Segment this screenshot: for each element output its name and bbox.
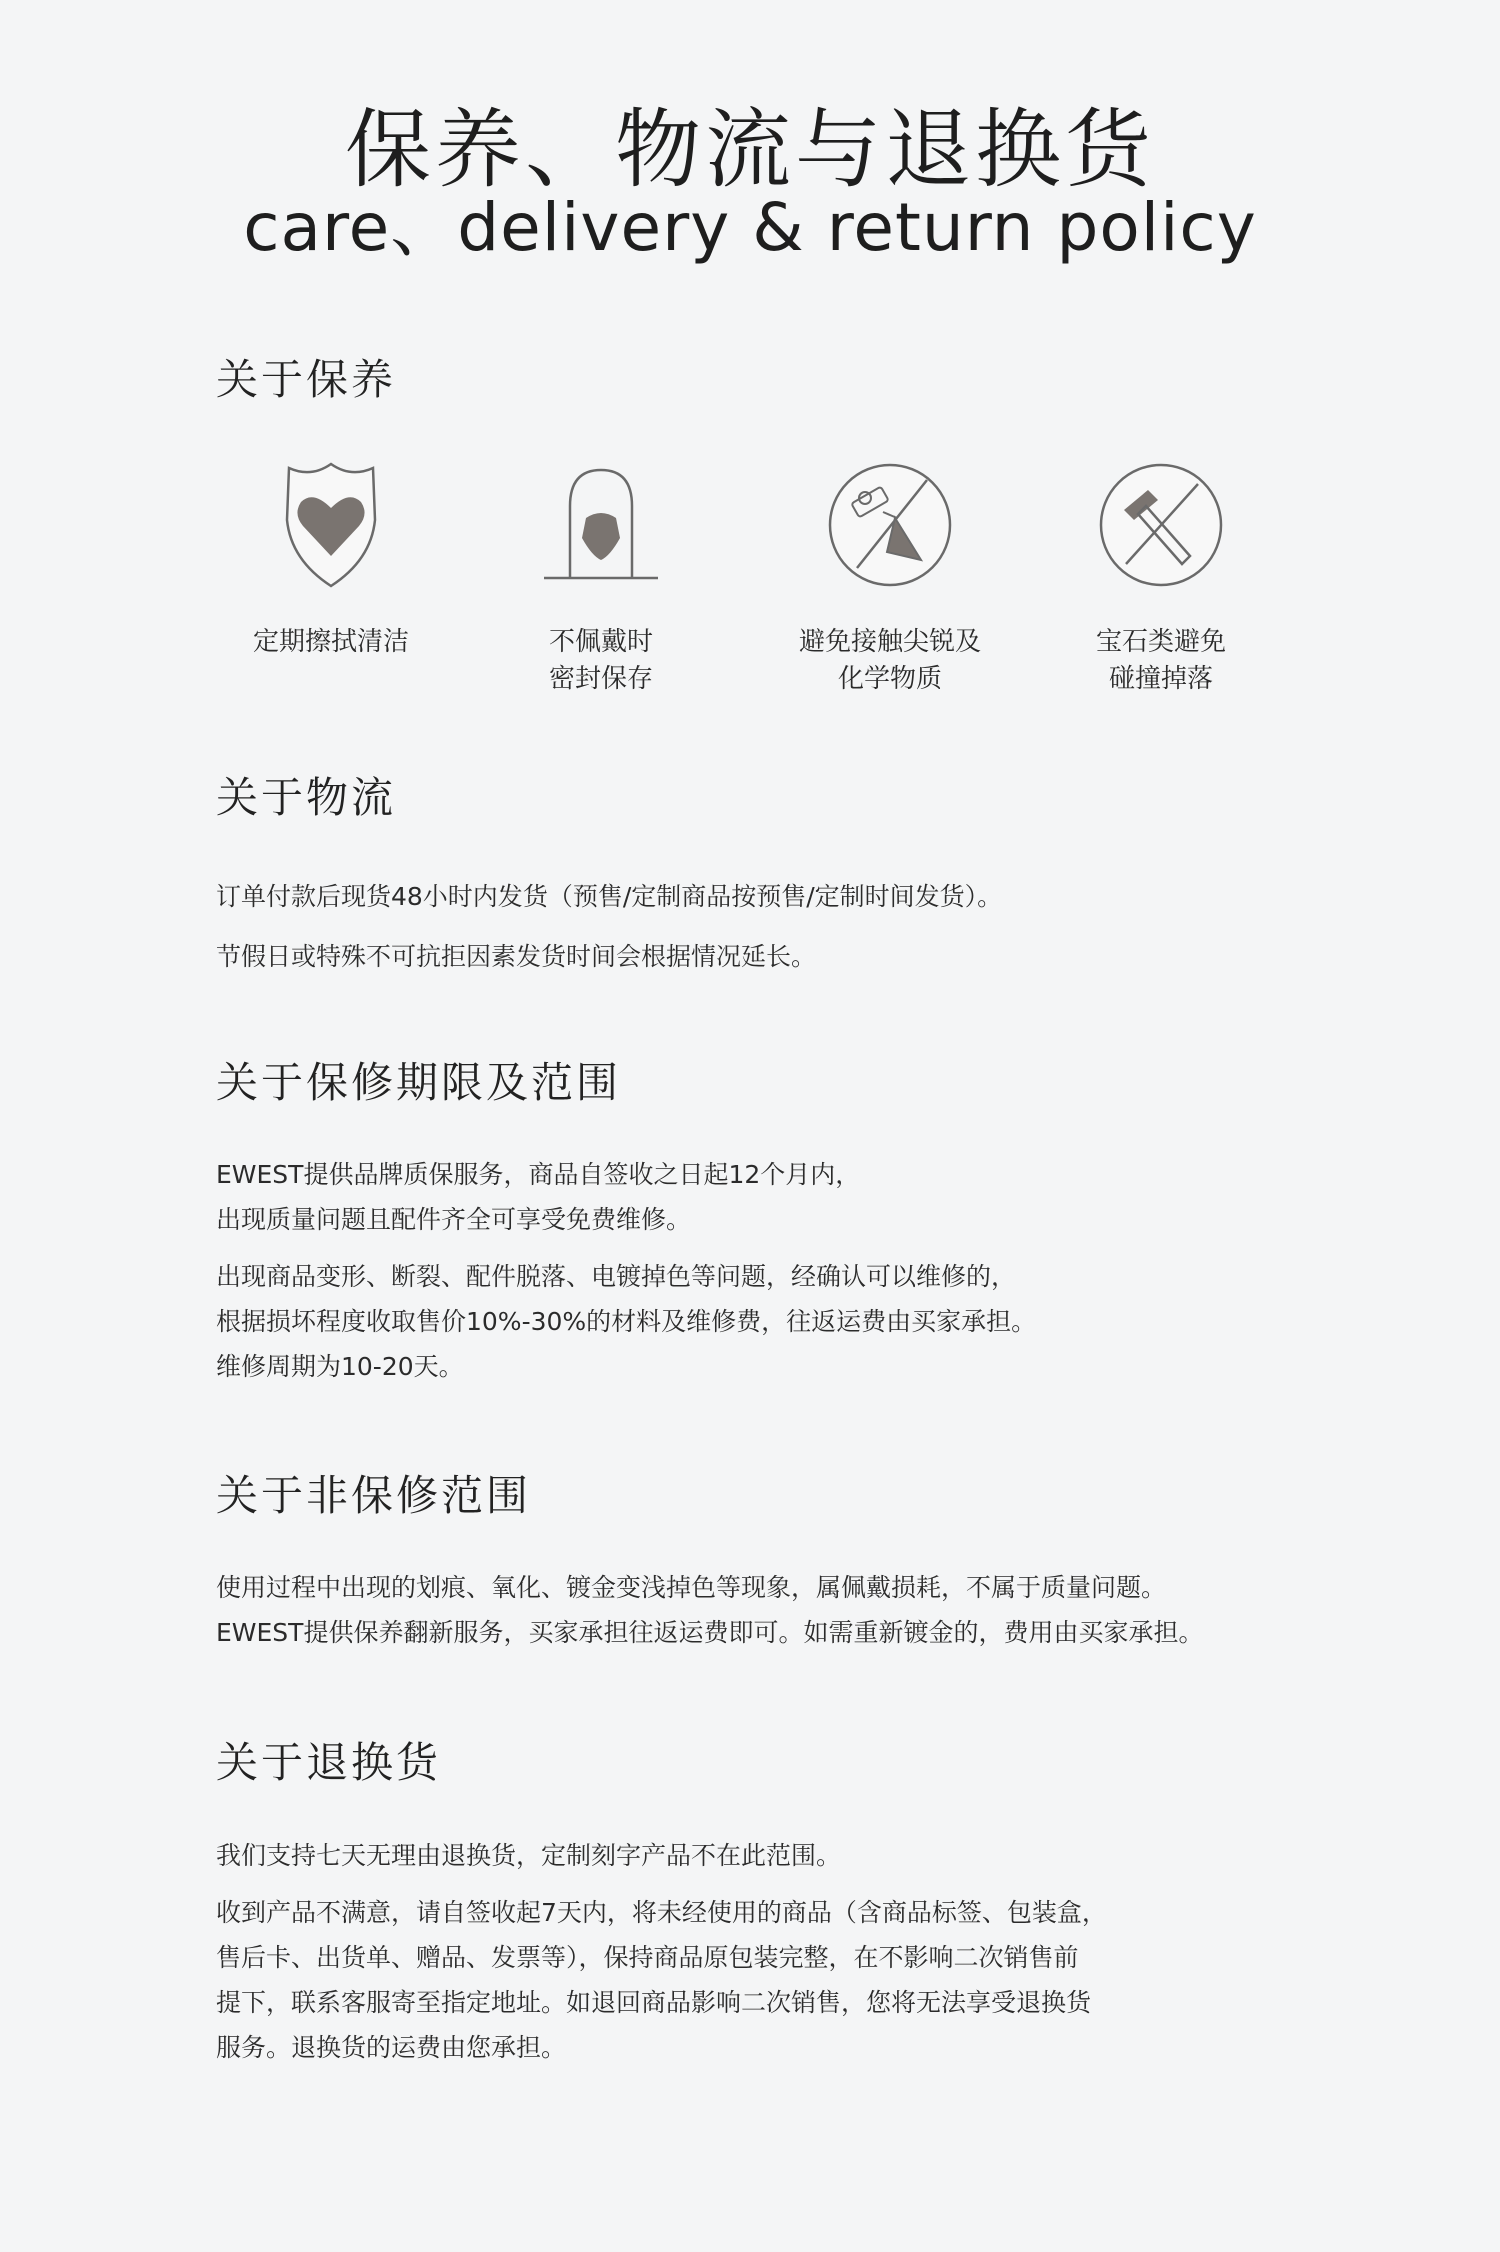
care-item-impact bbox=[1031, 460, 1291, 698]
no-chemicals-icon bbox=[825, 460, 955, 590]
care-heading: 关于保养 bbox=[216, 355, 397, 404]
returns-heading: 关于退换货 bbox=[216, 1738, 442, 1787]
non-warranty-heading: 关于非保修范围 bbox=[216, 1471, 532, 1520]
warranty-heading: 关于保修期限及范围 bbox=[216, 1058, 622, 1107]
care-item-chemicals bbox=[760, 460, 1020, 698]
care-label-impact: 宝石类避免 碰撞掉落 bbox=[1095, 627, 1226, 694]
care-item-store bbox=[471, 460, 731, 698]
returns-paragraph-2: 收到产品不满意，请自签收起7天内，将未经使用的商品（含商品标签、包装盒， 售后卡、出货单、赠品、发票等），保持商品原包装完整，在不影响二次销售前 提下，联系客服寄至指定地址。如退回商品影响二次销售，您将无法享受退换货 服务。退换货的运费由您承担。 bbox=[216, 1898, 1107, 2062]
logistics-line: 节假日或特殊不可抗拒因素发货时间会根据情况延长。 bbox=[216, 942, 817, 971]
warranty-paragraph-2: 出现商品变形、断裂、配件脱落、电镀掉色等问题，经确认可以维修的， 根据损坏程度收取售价10%-30%的材料及维修费，往返运费由买家承担。 维修周期为10-20天。 bbox=[216, 1262, 1037, 1381]
logistics-heading: 关于物流 bbox=[216, 773, 397, 822]
page-title: 保养、物流与退换货 bbox=[345, 100, 1155, 200]
returns-paragraph-1: 我们支持七天无理由退换货，定制刻字产品不在此范围。 bbox=[216, 1841, 842, 1870]
care-label-chemicals: 避免接触尖锐及 化学物质 bbox=[798, 627, 981, 694]
page-subtitle: care、delivery & return policy bbox=[243, 189, 1257, 266]
dome-gem-icon bbox=[536, 460, 666, 590]
warranty-paragraph-1: EWEST提供品牌质保服务，商品自签收之日起12个月内， 出现质量问题且配件齐全可享受免费维修。 bbox=[216, 1160, 861, 1234]
logistics-line: 订单付款后现货48小时内发货（预售/定制商品按预售/定制时间发货）。 bbox=[216, 882, 1003, 911]
care-label-clean: 定期擦拭清洁 bbox=[252, 627, 409, 657]
non-warranty-text: 使用过程中出现的划痕、氧化、镀金变浅掉色等现象，属佩戴损耗，不属于质量问题。 EWEST提供保养翻新服务，买家承担往返运费即可。如需重新镀金的，费用由买家承担。 bbox=[216, 1573, 1204, 1647]
no-hammer-icon bbox=[1096, 460, 1226, 590]
care-item-clean bbox=[201, 460, 461, 661]
shield-heart-icon bbox=[271, 460, 391, 590]
care-label-store: 不佩戴时 密封保存 bbox=[548, 627, 653, 694]
logistics-text bbox=[216, 867, 1316, 987]
